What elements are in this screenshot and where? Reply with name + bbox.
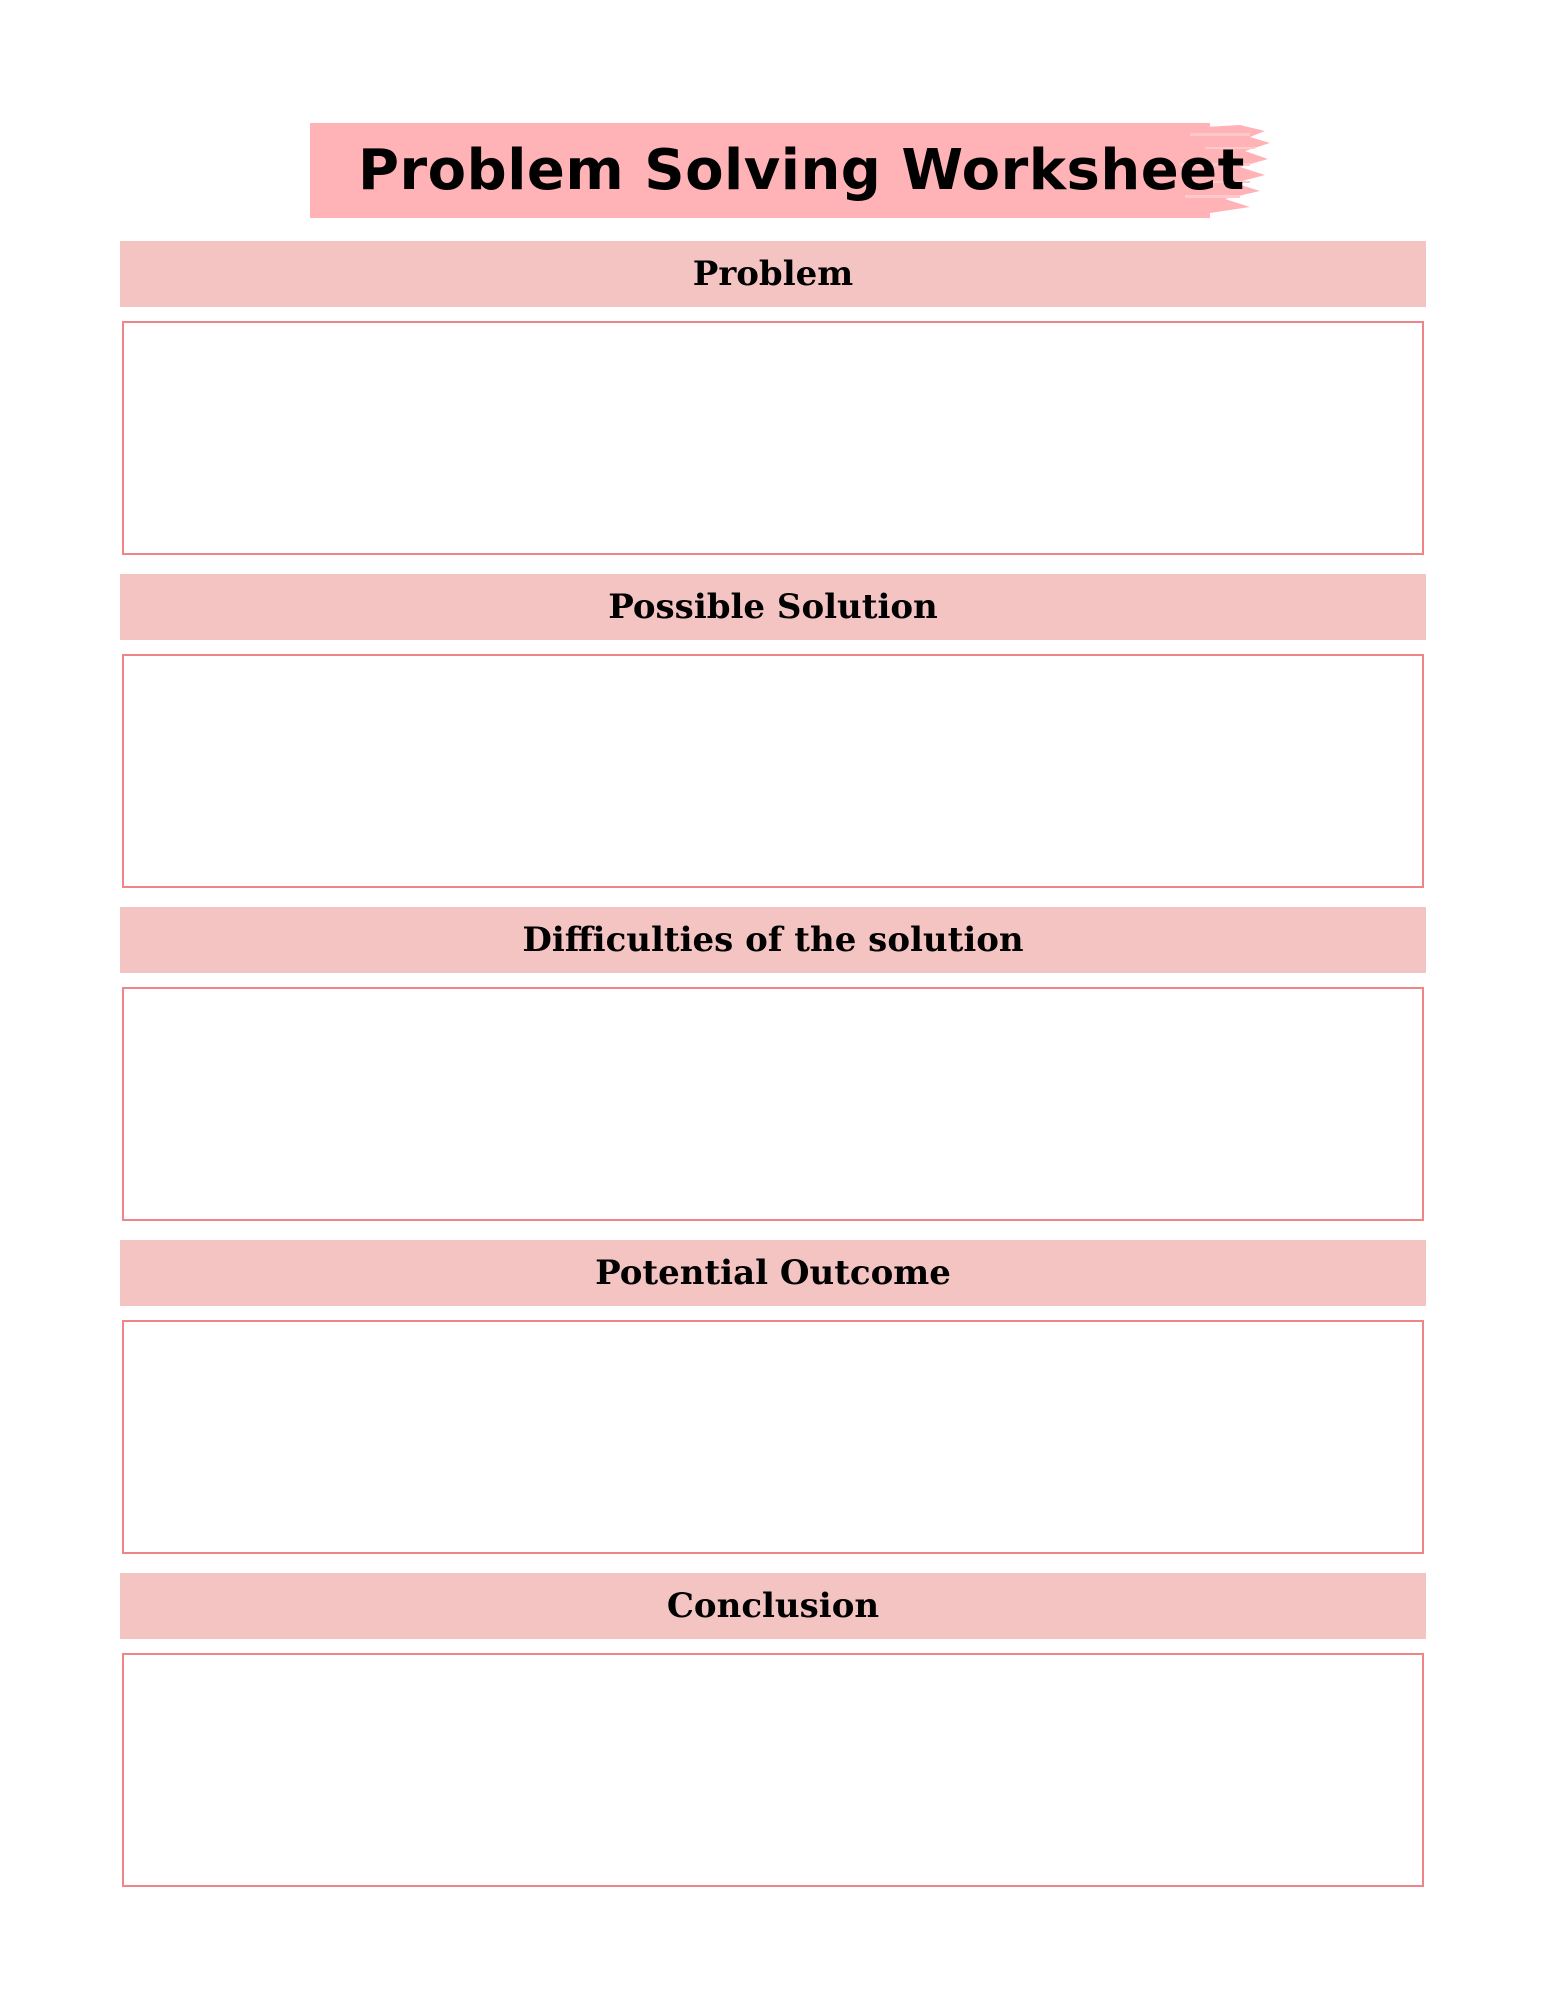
title-banner	[310, 123, 1270, 218]
section-header	[120, 574, 1426, 640]
section-problem	[120, 241, 1426, 307]
section-title: Problem	[692, 254, 854, 294]
section-title: Conclusion	[666, 1586, 880, 1626]
answer-box-difficulties[interactable]	[122, 987, 1424, 1221]
section-header	[120, 907, 1426, 973]
answer-box-conclusion[interactable]	[122, 1653, 1424, 1887]
section-possible-solution	[120, 574, 1426, 640]
section-title: Possible Solution	[608, 587, 938, 627]
section-conclusion	[120, 1573, 1426, 1639]
section-header	[120, 241, 1426, 307]
section-title: Potential Outcome	[595, 1253, 951, 1293]
answer-box-possible-solution[interactable]	[122, 654, 1424, 888]
section-header	[120, 1573, 1426, 1639]
page-title: Problem Solving Worksheet	[358, 138, 1245, 203]
section-header	[120, 1240, 1426, 1306]
section-potential-outcome	[120, 1240, 1426, 1306]
answer-box-potential-outcome[interactable]	[122, 1320, 1424, 1554]
section-difficulties	[120, 907, 1426, 973]
answer-box-problem[interactable]	[122, 321, 1424, 555]
section-title: Difficulties of the solution	[522, 920, 1024, 960]
